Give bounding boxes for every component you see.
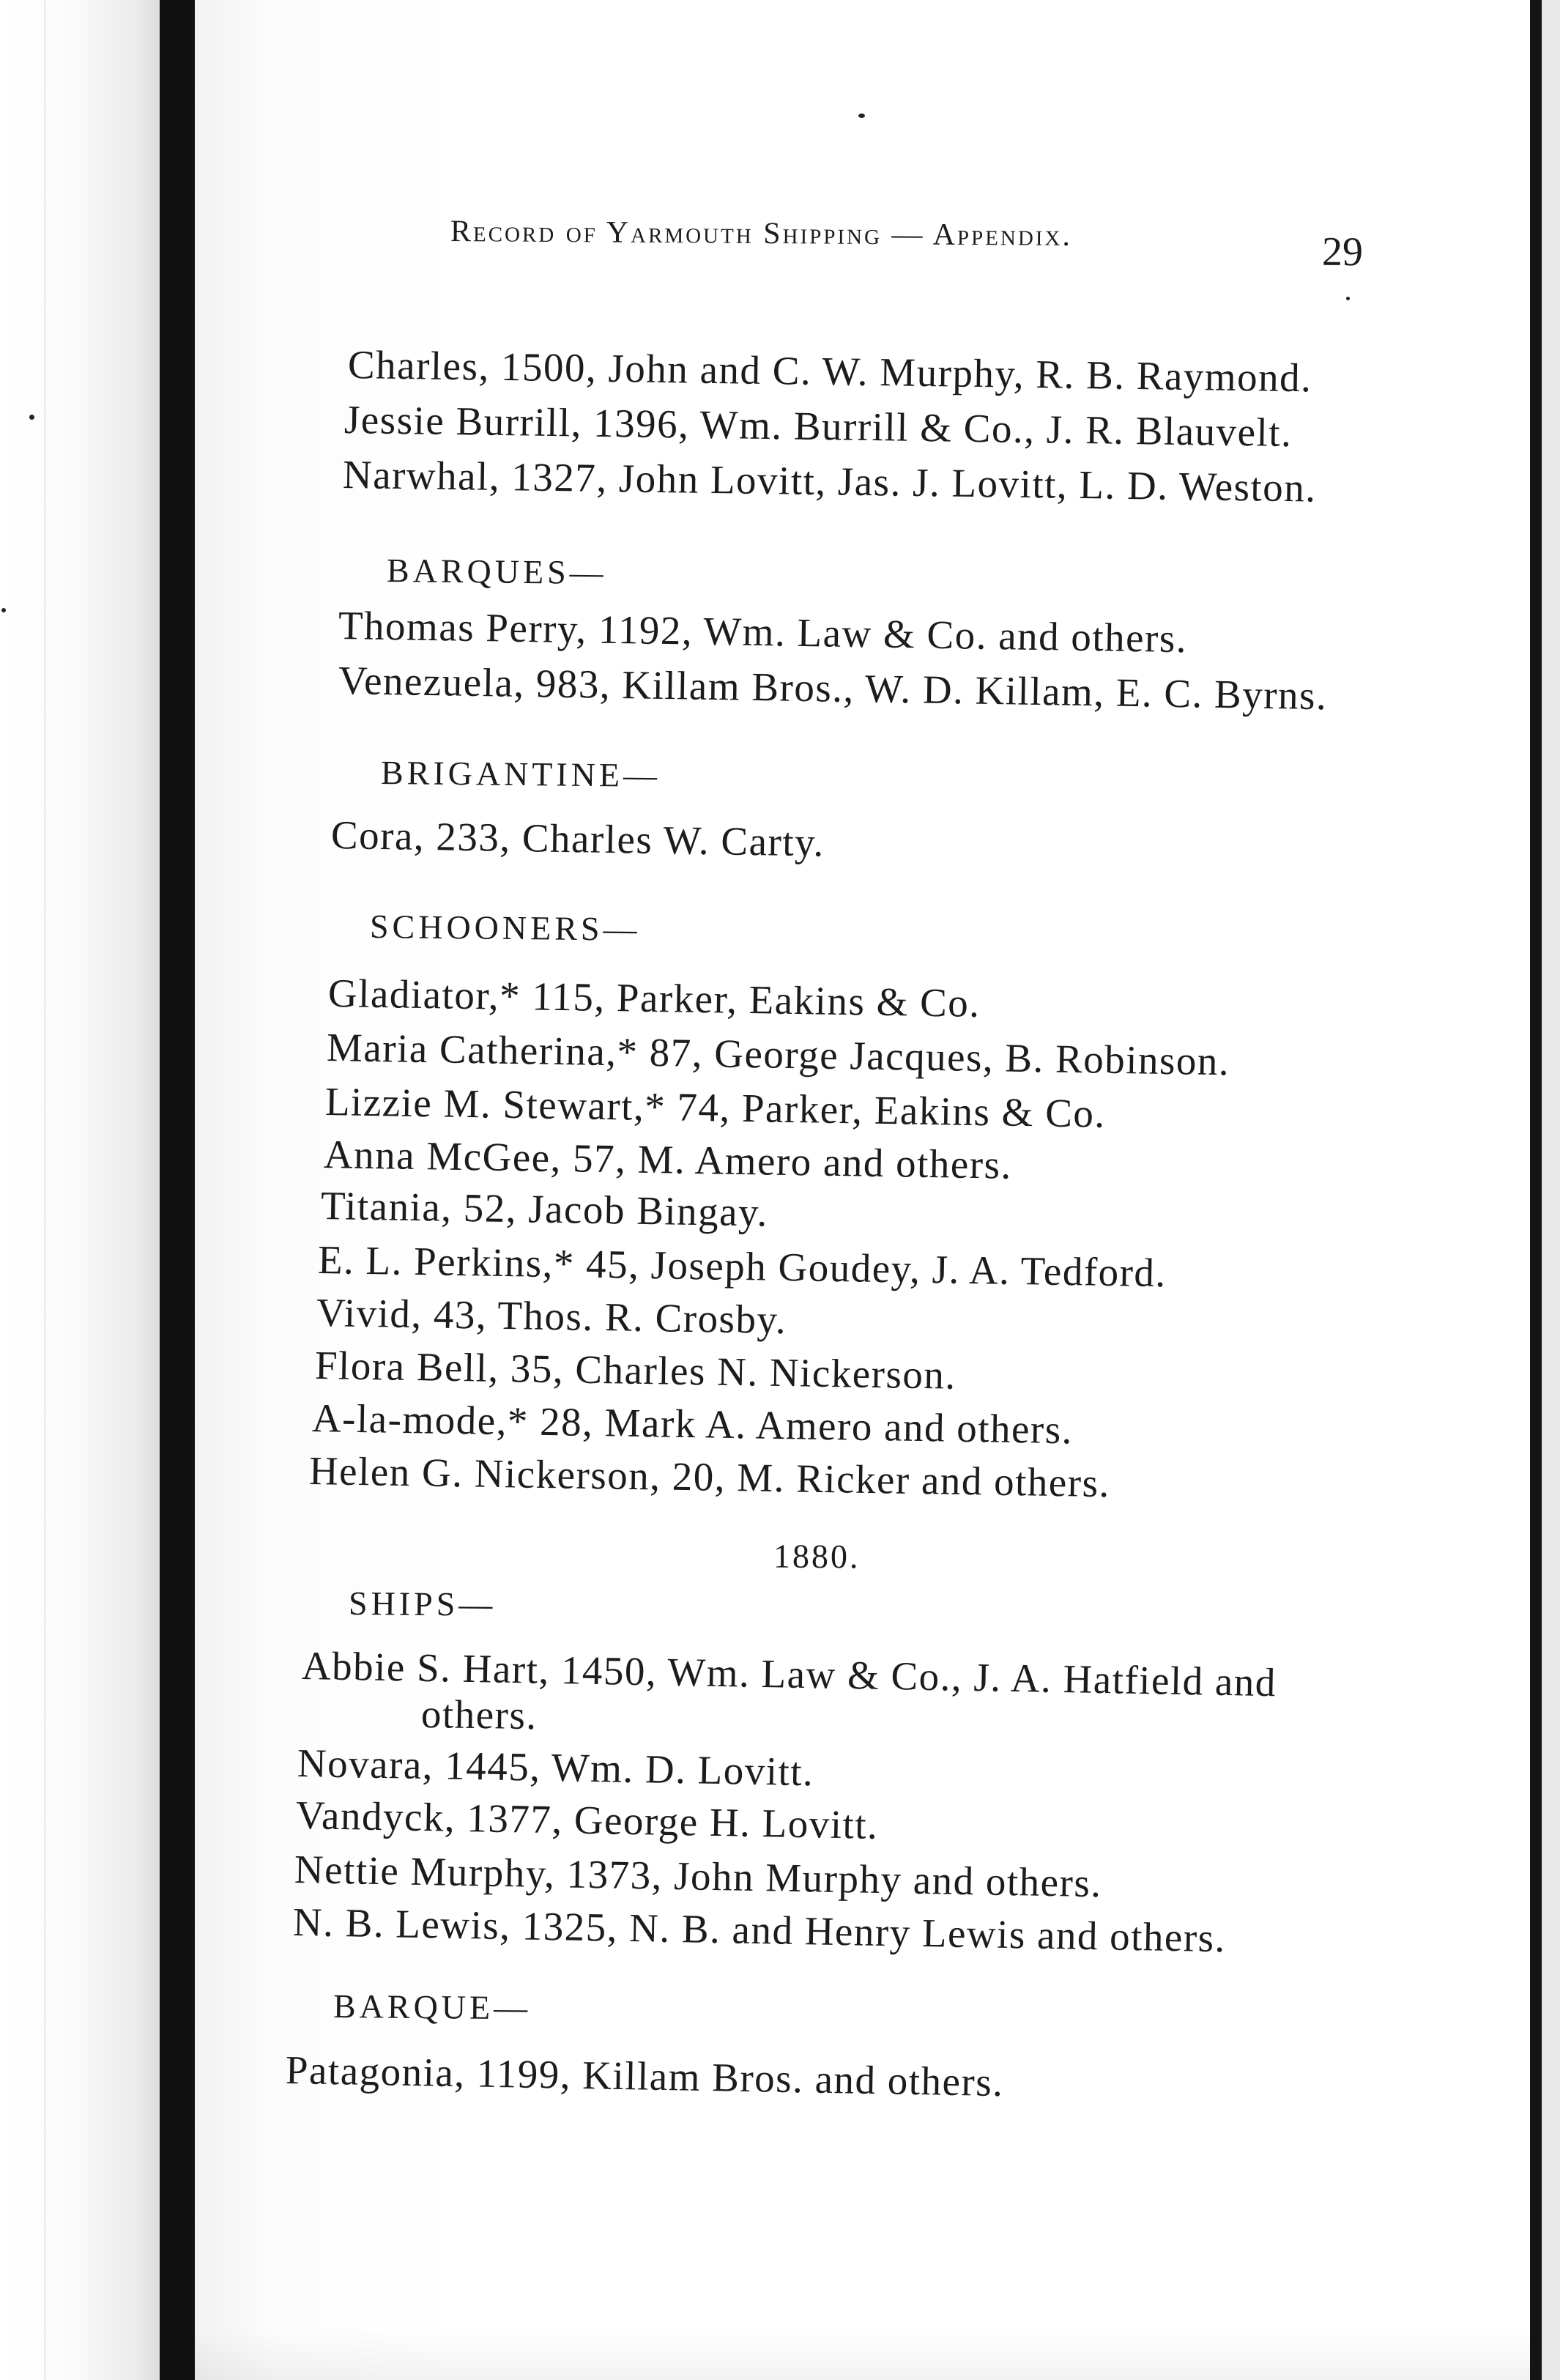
entry-maria-catherina: Maria Catherina,* 87, George Jacques, B. Robinson. bbox=[326, 1025, 1230, 1084]
entry-novara: Novara, 1445, Wm. D. Lovitt. bbox=[297, 1740, 814, 1795]
facing-page-edge bbox=[0, 0, 160, 2380]
ink-speck bbox=[858, 114, 865, 118]
running-header: Record of Yarmouth Shipping — Appendix. bbox=[450, 215, 1073, 253]
entry-titania: Titania, 52, Jacob Bingay. bbox=[320, 1183, 769, 1235]
entry-anna-mcgee: Anna McGee, 57, M. Amero and others. bbox=[323, 1132, 1013, 1187]
entry-vandyck: Vandyck, 1377, George H. Lovitt. bbox=[295, 1793, 879, 1847]
facing-page-fold bbox=[44, 0, 46, 2380]
entry-thomas-perry: Thomas Perry, 1192, Wm. Law & Co. and others. bbox=[338, 603, 1188, 661]
year-heading-1880: 1880. bbox=[773, 1537, 861, 1576]
book-gutter bbox=[160, 0, 195, 2380]
heading-brigantine: BRIGANTINE— bbox=[380, 754, 661, 794]
heading-ships-1880: SHIPS— bbox=[348, 1584, 497, 1623]
entry-e-l-perkins: E. L. Perkins,* 45, Joseph Goudey, J. A. Tedford. bbox=[317, 1237, 1167, 1296]
entry-patagonia: Patagonia, 1199, Killam Bros. and others. bbox=[285, 2047, 1004, 2105]
ink-speck bbox=[1, 608, 6, 612]
heading-schooners: SCHOONERS— bbox=[369, 908, 641, 948]
heading-barque-1880: BARQUE— bbox=[333, 1987, 532, 2027]
entry-jessie-burrill: Jessie Burrill, 1396, Wm. Burrill & Co., J. R. Blauvelt. bbox=[343, 397, 1293, 456]
entry-narwhal: Narwhal, 1327, John Lovitt, Jas. J. Lovitt, L. D. Weston. bbox=[342, 452, 1317, 511]
page-shadow bbox=[195, 2329, 1530, 2380]
entry-lizzie-m-stewart: Lizzie M. Stewart,* 74, Parker, Eakins & Co. bbox=[324, 1079, 1107, 1136]
heading-barques: BARQUES— bbox=[386, 552, 607, 592]
scan-border bbox=[1542, 0, 1560, 2380]
entry-cora: Cora, 233, Charles W. Carty. bbox=[330, 812, 825, 865]
entry-n-b-lewis: N. B. Lewis, 1325, N. B. and Henry Lewis and others. bbox=[292, 1899, 1227, 1961]
ink-speck bbox=[1346, 297, 1350, 300]
entry-nettie-murphy: Nettie Murphy, 1373, John Murphy and others. bbox=[294, 1847, 1103, 1906]
page-right-edge bbox=[1530, 0, 1542, 2380]
entry-a-la-mode: A-la-mode,* 28, Mark A. Amero and others. bbox=[311, 1395, 1074, 1453]
ink-speck bbox=[29, 415, 34, 420]
entry-abbie-s-hart: Abbie S. Hart, 1450, Wm. Law & Co., J. A. Hatfield and bbox=[301, 1643, 1277, 1705]
entry-charles: Charles, 1500, John and C. W. Murphy, R. B. Raymond. bbox=[347, 342, 1312, 401]
page-number: 29 bbox=[1321, 229, 1364, 275]
entry-helen-g-nickerson: Helen G. Nickerson, 20, M. Ricker and others. bbox=[308, 1448, 1111, 1506]
entry-venezuela: Venezuela, 983, Killam Bros., W. D. Killam, E. C. Byrns. bbox=[338, 658, 1328, 719]
entry-flora-bell: Flora Bell, 35, Charles N. Nickerson. bbox=[314, 1343, 957, 1398]
entry-abbie-s-hart-continued: others. bbox=[420, 1691, 538, 1738]
entry-gladiator: Gladiator,* 115, Parker, Eakins & Co. bbox=[327, 971, 981, 1026]
entry-vivid: Vivid, 43, Thos. R. Crosby. bbox=[316, 1290, 787, 1343]
